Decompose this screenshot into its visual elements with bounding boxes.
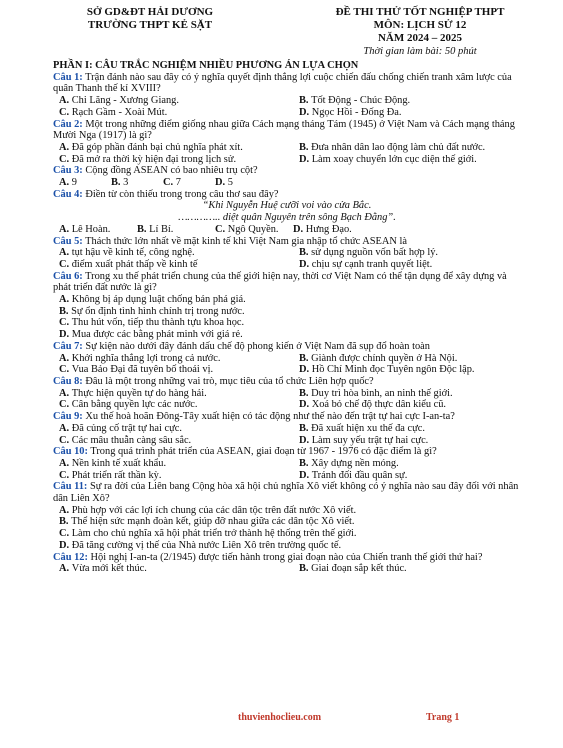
department-name: SỞ GD&ĐT HẢI DƯƠNG xyxy=(86,6,214,18)
option-text: 7 xyxy=(175,177,181,189)
option-letter: A. xyxy=(59,422,72,434)
option-text: Các mâu thuẫn càng sâu sắc. xyxy=(71,434,192,446)
option-text: Không bị áp dụng luật chống bán phá giá. xyxy=(71,294,246,306)
option-row xyxy=(53,563,521,575)
question-stem xyxy=(53,376,521,388)
question-number: Câu 2: xyxy=(53,118,83,130)
option-D[interactable] xyxy=(293,224,371,236)
option-row xyxy=(53,458,521,470)
option-text: Giai đoạn sắp kết thúc. xyxy=(311,563,407,575)
option-text: Ngọc Hồi - Đống Đa. xyxy=(311,106,402,118)
question-stem xyxy=(53,271,521,294)
option-letter: A. xyxy=(59,223,72,235)
option-text: Đã củng cố trật tự hai cực. xyxy=(71,422,182,434)
question-number: Câu 9: xyxy=(53,411,83,423)
option-text: Lê Hoàn. xyxy=(71,223,111,235)
option-letter: D. xyxy=(299,469,312,481)
option-text: Hồ Chí Minh đọc Tuyên ngôn Độc lập. xyxy=(311,364,475,376)
option-B[interactable] xyxy=(299,142,521,154)
question-number: Câu 4: xyxy=(53,188,83,200)
question-12 xyxy=(53,552,521,575)
option-row xyxy=(53,224,521,236)
question-7 xyxy=(53,341,521,376)
question-4 xyxy=(53,189,521,236)
question-number: Câu 12: xyxy=(53,551,88,563)
option-letter: A. xyxy=(59,457,72,469)
option-row xyxy=(53,142,521,154)
option-text: Chi Lăng - Xương Giang. xyxy=(71,95,179,107)
option-letter: B. xyxy=(137,223,150,235)
option-letter: B. xyxy=(299,247,312,259)
option-C[interactable] xyxy=(59,259,299,271)
option-letter: D. xyxy=(299,399,312,411)
page-number: Trang 1 xyxy=(426,712,460,723)
option-row xyxy=(53,540,521,552)
subject: MÔN: LỊCH SỬ 12 xyxy=(373,19,467,31)
option-row xyxy=(53,317,521,329)
question-text: Điền từ còn thiếu trong trong câu thơ sau đây? xyxy=(85,188,279,200)
option-letter: B. xyxy=(59,516,72,528)
question-5 xyxy=(53,236,521,271)
time-limit: Thời gian làm bài: 50 phút xyxy=(363,46,477,57)
option-text: Hưng Đạo. xyxy=(305,223,352,235)
option-C[interactable] xyxy=(59,435,299,447)
option-C[interactable] xyxy=(59,364,299,376)
option-text: Vua Bảo Đại đã tuyên bố thoái vị. xyxy=(71,364,214,376)
option-A[interactable] xyxy=(59,563,299,575)
question-text: Đâu là một trong những vai trò, mục tiêu của tổ chức Liên hợp quốc? xyxy=(85,375,374,387)
option-letter: B. xyxy=(299,563,312,575)
exam-info xyxy=(300,6,540,58)
option-letter: C. xyxy=(163,177,176,189)
option-letter: B. xyxy=(299,352,312,364)
option-text: Làm xoay chuyển lớn cục diện thế giới. xyxy=(311,153,477,165)
option-text: Đã tăng cường vị thế của Nhà nước Liên Xô trên trường quốc tế. xyxy=(71,539,342,551)
option-letter: C. xyxy=(59,317,72,329)
option-text: Cân bằng quyền lực các nước. xyxy=(71,399,198,411)
option-text: Làm cho chủ nghĩa xã hội phát triển trở thành hệ thống trên thế giới. xyxy=(71,528,357,540)
option-letter: C. xyxy=(59,258,72,270)
option-letter: B. xyxy=(111,177,124,189)
question-stem xyxy=(53,552,521,564)
option-D[interactable] xyxy=(299,364,521,376)
option-C[interactable] xyxy=(59,470,299,482)
option-text: Xây dựng nền móng. xyxy=(311,457,399,469)
footer-site[interactable]: thuvienhoclieu.com xyxy=(238,712,322,723)
question-text: Trong xu thế phát triển chung của thế giới hiện nay, thời cơ Việt Nam có thể tận dụng để xây dựng và phát triển đất nước là gì? xyxy=(53,270,507,294)
option-letter: A. xyxy=(59,504,72,516)
option-D[interactable] xyxy=(299,399,521,411)
option-B[interactable] xyxy=(299,95,521,107)
option-letter: D. xyxy=(299,106,312,118)
option-row xyxy=(53,516,521,528)
option-row xyxy=(53,306,521,318)
option-text: Khởi nghĩa thắng lợi trong cả nước. xyxy=(71,352,221,364)
option-text: Thu hút vốn, tiếp thu thành tựu khoa học. xyxy=(71,317,245,329)
option-text: Duy trì hòa bình, an ninh thế giới. xyxy=(311,387,453,399)
option-text: Phát triển rất thần kỳ. xyxy=(71,469,162,481)
option-B[interactable] xyxy=(299,247,521,259)
option-C[interactable] xyxy=(215,224,293,236)
option-row xyxy=(53,154,521,166)
option-letter: B. xyxy=(299,141,312,153)
option-B[interactable] xyxy=(299,458,521,470)
option-row xyxy=(53,470,521,482)
option-text: Ngô Quyền. xyxy=(227,223,279,235)
option-text: Nền kinh tế xuất khẩu. xyxy=(71,457,167,469)
option-D[interactable] xyxy=(59,329,243,341)
question-stem xyxy=(53,236,521,248)
option-letter: A. xyxy=(59,563,72,575)
option-text: 9 xyxy=(71,177,77,189)
option-letter: A. xyxy=(59,141,72,153)
option-text: 3 xyxy=(123,177,129,189)
option-letter: B. xyxy=(299,387,312,399)
option-text: Đã xuất hiện xu thế đa cực. xyxy=(311,422,425,434)
option-row xyxy=(53,505,521,517)
option-D[interactable] xyxy=(299,435,521,447)
option-A[interactable] xyxy=(59,142,299,154)
option-row xyxy=(53,329,521,341)
option-B[interactable] xyxy=(111,177,163,189)
question-2 xyxy=(53,119,521,166)
option-letter: C. xyxy=(59,364,72,376)
exam-content xyxy=(53,60,521,575)
option-letter: A. xyxy=(59,352,72,364)
question-text: Trận đánh nào sau đây có ý nghĩa quyết định thắng lợi cuộc chiến đấu chống chiến tranh xâm lược của quân Thanh thế kỉ XVIII? xyxy=(53,71,512,95)
option-A[interactable] xyxy=(59,388,299,400)
option-text: Rạch Gầm - Xoài Mút. xyxy=(71,106,168,118)
question-1 xyxy=(53,72,521,119)
option-letter: A. xyxy=(59,177,72,189)
option-B[interactable] xyxy=(299,388,521,400)
option-row xyxy=(53,528,521,540)
option-A[interactable] xyxy=(59,423,299,435)
question-stem xyxy=(53,341,521,353)
option-C[interactable] xyxy=(59,154,299,166)
question-stem xyxy=(53,119,521,142)
option-row xyxy=(53,177,521,189)
poem-line: “Khi Nguyễn Huệ cưỡi voi vào cửa Bắc. xyxy=(202,200,372,212)
option-A[interactable] xyxy=(59,505,356,517)
school-year: NĂM 2024 – 2025 xyxy=(377,32,463,44)
question-number: Câu 6: xyxy=(53,270,83,282)
question-3 xyxy=(53,165,521,188)
option-text: Sự ổn định tình hình chính trị trong nước. xyxy=(71,305,245,317)
option-text: chịu sự cạnh tranh quyết liệt. xyxy=(311,258,433,270)
question-9 xyxy=(53,411,521,446)
option-row xyxy=(53,259,521,271)
option-A[interactable] xyxy=(59,177,111,189)
question-text: Một trong những điểm giống nhau giữa Cách mạng tháng Tám (1945) ở Việt Nam và Cách mạng tháng Mười Nga (1917) là gì? xyxy=(53,118,515,142)
option-letter: D. xyxy=(299,364,312,376)
question-text: Cộng đồng ASEAN có bao nhiêu trụ cột? xyxy=(85,165,258,177)
option-A[interactable] xyxy=(59,95,299,107)
option-letter: C. xyxy=(59,106,72,118)
option-letter: B. xyxy=(299,422,312,434)
option-text: Phù hợp với các lợi ích chung của các dân tộc trên đất nước Xô viết. xyxy=(71,504,357,516)
option-letter: C. xyxy=(59,399,72,411)
question-text: Xu thế hoà hoãn Đông-Tây xuất hiện có tác động như thế nào đến trật tự hai cực I-an-ta? xyxy=(85,411,455,423)
option-text: Đã mở ra thời kỳ hiện đại trong lịch sử. xyxy=(71,153,237,165)
option-letter: C. xyxy=(59,153,72,165)
option-row xyxy=(53,95,521,107)
option-B[interactable] xyxy=(299,353,521,365)
option-A[interactable] xyxy=(59,247,299,259)
option-letter: D. xyxy=(215,177,228,189)
option-A[interactable] xyxy=(59,224,137,236)
question-stem xyxy=(53,446,521,458)
option-B[interactable] xyxy=(299,563,521,575)
option-A[interactable] xyxy=(59,294,246,306)
question-number: Câu 3: xyxy=(53,165,83,177)
option-text: 5 xyxy=(227,177,233,189)
option-text: Đưa nhân dân lao động làm chủ đất nước. xyxy=(311,141,486,153)
question-number: Câu 5: xyxy=(53,235,83,247)
option-row xyxy=(53,435,521,447)
option-B[interactable] xyxy=(299,423,521,435)
option-letter: D. xyxy=(293,223,306,235)
question-text: Sự ra đời của Liên bang Cộng hòa xã hội chủ nghĩa Xô viết không có ý nghĩa nào sau đây đối với nhân dân Liên Xô? xyxy=(53,481,519,505)
question-text: Hội nghị I-an-ta (2/1945) được tiến hành trong giai đoạn nào của Chiến tranh thế giới thứ hai? xyxy=(90,551,483,563)
option-letter: A. xyxy=(59,294,72,306)
option-row xyxy=(53,247,521,259)
option-text: Thể hiện sức mạnh đoàn kết, giúp đỡ nhau giữa các dân tộc Xô viết. xyxy=(71,516,355,528)
option-C[interactable] xyxy=(59,399,299,411)
option-text: Lí Bí. xyxy=(149,223,174,235)
question-number: Câu 8: xyxy=(53,375,83,387)
question-text: Trong quá trình phát triển của ASEAN, giai đoạn từ 1967 - 1976 có đặc điểm là gì? xyxy=(90,446,437,458)
option-text: Vừa mới kết thúc. xyxy=(71,563,147,575)
question-list xyxy=(53,72,521,575)
option-C[interactable] xyxy=(59,317,244,329)
option-letter: C. xyxy=(59,434,72,446)
option-D[interactable] xyxy=(299,470,521,482)
option-letter: D. xyxy=(59,539,72,551)
option-letter: B. xyxy=(59,305,72,317)
question-stem xyxy=(53,411,521,423)
option-D[interactable] xyxy=(59,540,341,552)
option-D[interactable] xyxy=(299,154,521,166)
question-stem xyxy=(53,165,521,177)
option-letter: D. xyxy=(299,258,312,270)
option-row xyxy=(53,399,521,411)
question-number: Câu 7: xyxy=(53,340,83,352)
poem-line: ………….. diệt quân Nguyên trên sông Bạch Đằng”. xyxy=(178,212,396,224)
exam-title: ĐỀ THI THỬ TỐT NGHIỆP THPT xyxy=(335,6,505,18)
question-8 xyxy=(53,376,521,411)
option-letter: D. xyxy=(299,153,312,165)
option-text: điểm xuất phát thấp về kinh tế xyxy=(71,258,198,270)
option-C[interactable] xyxy=(163,177,215,189)
option-text: Tránh đối đầu quân sự. xyxy=(311,469,408,481)
question-stem xyxy=(53,72,521,95)
option-letter: C. xyxy=(59,528,72,540)
question-number: Câu 10: xyxy=(53,446,88,458)
question-number: Câu 1: xyxy=(53,71,83,83)
option-text: Đã góp phần đánh bại chủ nghĩa phát xít. xyxy=(71,141,243,153)
school-name: TRƯỜNG THPT KẺ SẶT xyxy=(87,19,213,31)
option-C[interactable] xyxy=(59,107,299,119)
option-letter: D. xyxy=(59,329,72,341)
option-row xyxy=(53,107,521,119)
option-B[interactable] xyxy=(59,306,245,318)
question-stem xyxy=(53,481,521,504)
option-letter: D. xyxy=(299,434,312,446)
option-D[interactable] xyxy=(299,259,521,271)
school-info xyxy=(50,6,250,32)
option-text: tụt hậu về kinh tế, công nghệ. xyxy=(71,247,195,259)
question-text: Sự kiện nào dưới đây đánh dấu chế độ phong kiến ở Việt Nam đã sụp đổ hoàn toàn xyxy=(85,340,430,352)
option-row xyxy=(53,364,521,376)
option-text: Tốt Động - Chúc Động. xyxy=(311,95,411,107)
option-letter: A. xyxy=(59,247,72,259)
question-stem xyxy=(53,189,521,201)
question-6 xyxy=(53,271,521,341)
option-letter: B. xyxy=(299,457,312,469)
option-letter: C. xyxy=(59,469,72,481)
option-B[interactable] xyxy=(137,224,215,236)
option-text: sử dụng nguồn vốn bất hợp lý. xyxy=(311,247,439,259)
option-D[interactable] xyxy=(299,107,521,119)
option-text: Xoá bỏ chế độ thực dân kiểu cũ. xyxy=(311,399,447,411)
option-C[interactable] xyxy=(59,528,357,540)
option-text: Thực hiện quyền tự do hàng hải. xyxy=(71,387,207,399)
option-B[interactable] xyxy=(59,516,355,528)
option-text: Giành được chính quyền ở Hà Nội. xyxy=(311,352,458,364)
question-text: Thách thức lớn nhất về mặt kinh tế khi Việt Nam gia nhập tổ chức ASEAN là xyxy=(85,235,407,247)
option-letter: B. xyxy=(299,95,312,107)
option-letter: C. xyxy=(215,223,228,235)
option-A[interactable] xyxy=(59,458,299,470)
option-D[interactable] xyxy=(215,177,267,189)
section-title: PHẦN I: CÂU TRẮC NGHIỆM NHIỀU PHƯƠNG ÁN LỰA CHỌN xyxy=(53,60,359,71)
option-row xyxy=(53,353,521,365)
option-row xyxy=(53,294,521,306)
option-text: Làm suy yếu trật tự hai cực. xyxy=(311,434,429,446)
question-11 xyxy=(53,481,521,551)
option-text: Mua được các bằng phát minh với giá rẻ. xyxy=(71,329,243,341)
option-row xyxy=(53,388,521,400)
option-letter: A. xyxy=(59,387,72,399)
option-A[interactable] xyxy=(59,353,299,365)
option-letter: A. xyxy=(59,95,72,107)
question-number: Câu 11: xyxy=(53,481,88,493)
question-10 xyxy=(53,446,521,481)
option-row xyxy=(53,423,521,435)
